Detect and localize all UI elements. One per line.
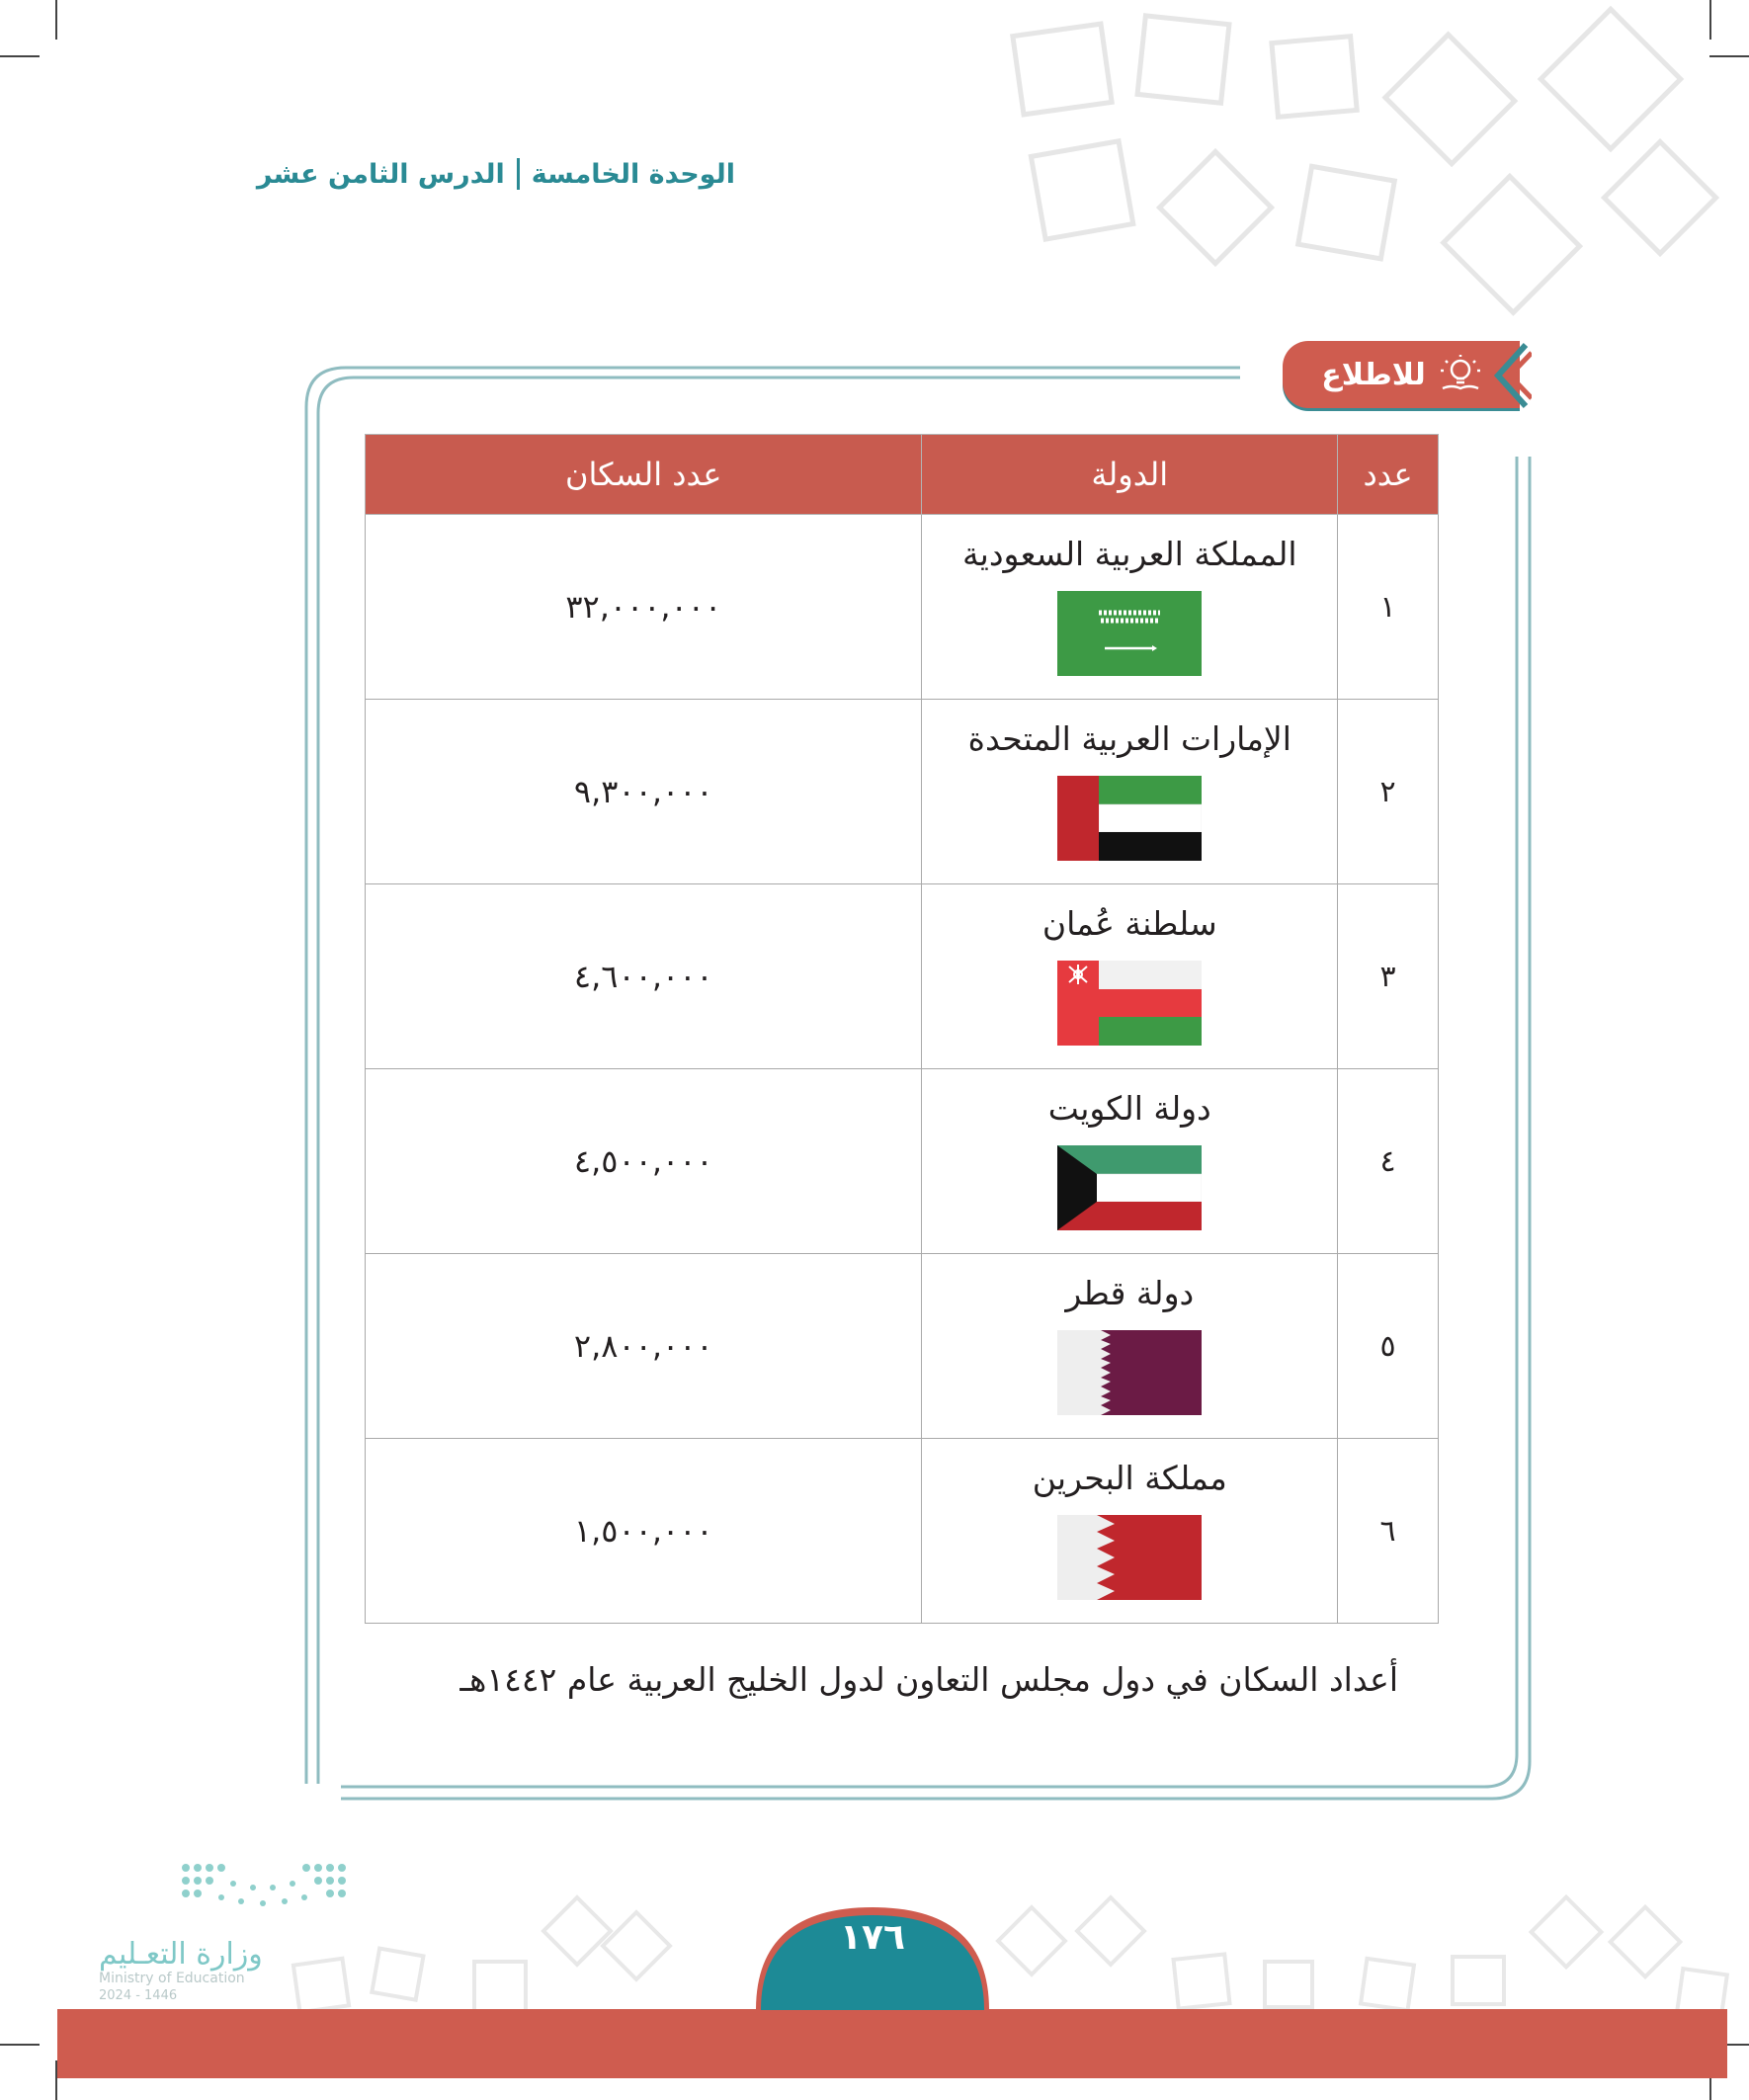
row-number: ٤ [1338, 1069, 1439, 1254]
row-number: ٢ [1338, 700, 1439, 884]
lesson-title: الدرس الثامن عشر [256, 158, 505, 190]
ministry-name-english: Ministry of Education [99, 1971, 245, 1986]
column-header-country: الدولة [922, 435, 1338, 515]
country-name: الإمارات العربية المتحدة [967, 718, 1291, 758]
country-name: مملكة البحرين [1032, 1458, 1227, 1497]
table-caption: أعداد السكان في دول مجلس التعاون لدول الخليج العربية عام ١٤٤٢هـ [459, 1660, 1398, 1699]
population-value: ٤,٥٠٠,٠٠٠ [366, 1069, 922, 1254]
population-value: ٤,٦٠٠,٠٠٠ [366, 884, 922, 1069]
tag-label: للاطلاع [1321, 357, 1426, 392]
population-value: ١,٥٠٠,٠٠٠ [366, 1439, 922, 1624]
unit-title: الوحدة الخامسة [531, 158, 735, 190]
row-number: ٥ [1338, 1254, 1439, 1439]
country-name: سلطنة عُمان [1041, 903, 1217, 943]
row-number: ١ [1338, 515, 1439, 700]
country-name: دولة قطر [1065, 1273, 1195, 1312]
row-number: ٦ [1338, 1439, 1439, 1624]
population-value: ٢,٨٠٠,٠٠٠ [366, 1254, 922, 1439]
edition-year: 2024 - 1446 [99, 1988, 178, 2003]
country-name: دولة الكويت [1047, 1088, 1211, 1128]
ministry-name-arabic: وزارة التعـليم [99, 1937, 263, 1972]
column-header-number: عدد [1338, 435, 1439, 515]
population-value: ٩,٣٠٠,٠٠٠ [366, 700, 922, 884]
population-value: ٣٢,٠٠٠,٠٠٠ [366, 515, 922, 700]
column-header-population: عدد السكان [366, 435, 922, 515]
country-name: المملكة العربية السعودية [961, 534, 1297, 573]
row-number: ٣ [1338, 884, 1439, 1069]
page-number: ١٧٦ [840, 1917, 905, 1958]
